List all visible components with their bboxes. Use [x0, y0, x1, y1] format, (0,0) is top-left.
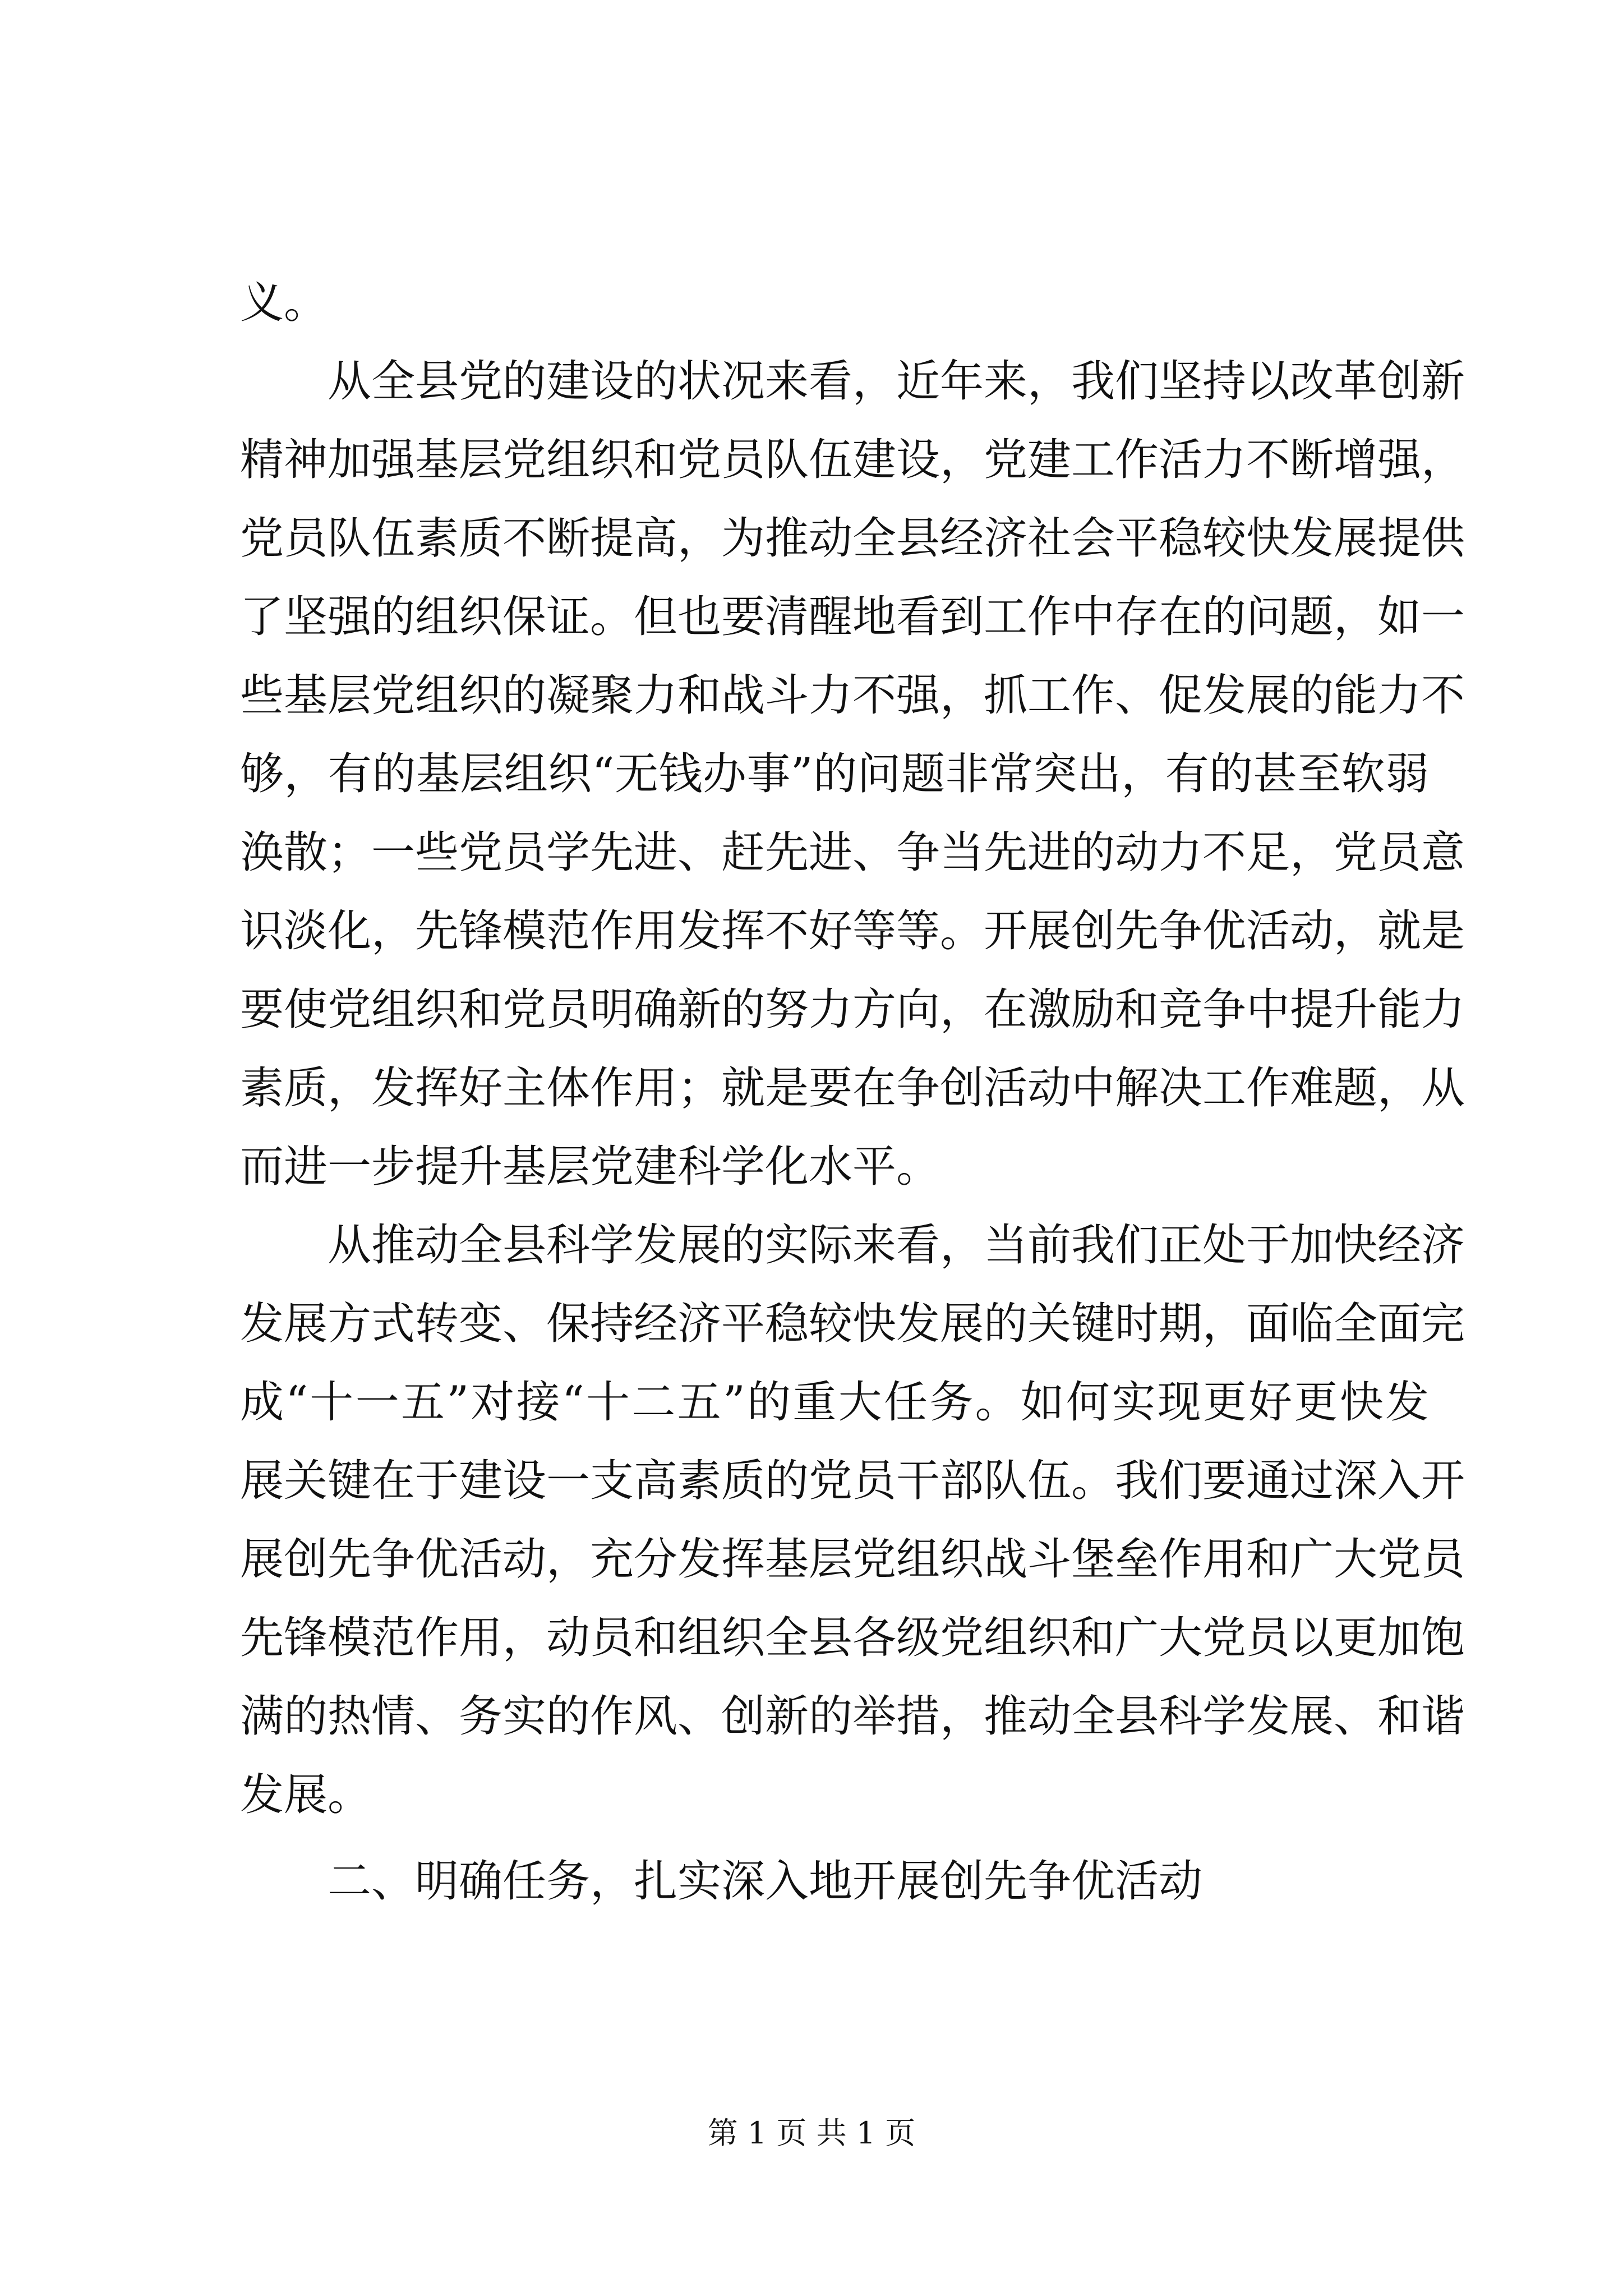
paragraph-scientific-development	[240, 1206, 1465, 1834]
page-footer: 第 1 页 共 1 页	[707, 2115, 916, 2151]
paragraph-party-building	[240, 342, 1465, 1206]
paragraph-continuation	[240, 264, 1429, 342]
text-line: 精神加强基层党组织和党员队伍建设，党建工作活力不断增强，	[240, 435, 1465, 485]
text-line: 党员队伍素质不断提高，为推动全县经济社会平稳较快发展提供	[240, 513, 1465, 564]
text-line: 展创先争优活动，充分发挥基层党组织战斗堡垒作用和广大党员	[240, 1534, 1465, 1585]
section-heading: 二、明确任务，扎实深入地开展创先争优活动	[328, 1856, 1203, 1907]
text-line: 发展方式转变、保持经济平稳较快发展的关键时期，面临全面完	[240, 1299, 1465, 1349]
text-line: 了坚强的组织保证。但也要清醒地看到工作中存在的问题，如一	[240, 592, 1465, 642]
text-line: 而进一步提升基层党建科学化水平。	[240, 1142, 940, 1192]
text-line: 从全县党的建设的状况来看，近年来，我们坚持以改革创新	[328, 356, 1465, 407]
text-line: 发展。	[240, 1770, 372, 1820]
text-line: 素质，发挥好主体作用；就是要在争创活动中解决工作难题，从	[240, 1063, 1465, 1114]
text-line: 展关键在于建设一支高素质的党员干部队伍。我们要通过深入开	[240, 1456, 1465, 1506]
text-line: 要使党组织和党员明确新的努力方向，在激励和竞争中提升能力	[240, 984, 1465, 1035]
text-line: 识淡化，先锋模范作用发挥不好等等。开展创先争优活动，就是	[240, 906, 1465, 956]
document-body	[240, 264, 1465, 1921]
text-line: 先锋模范作用，动员和组织全县各级党组织和广大党员以更加饱	[240, 1613, 1465, 1663]
text-line: 些基层党组织的凝聚力和战斗力不强，抓工作、促发展的能力不	[240, 670, 1465, 721]
text-line: 满的热情、务实的作风、创新的举措，推动全县科学发展、和谐	[240, 1691, 1465, 1742]
text-line: 成“十一五”对接“十二五”的重大任务。如何实现更好更快发	[240, 1377, 1429, 1428]
text-line: 涣散；一些党员学先进、赶先进、争当先进的动力不足，党员意	[240, 827, 1465, 878]
text-line: 从推动全县科学发展的实际来看，当前我们正处于加快经济	[328, 1220, 1465, 1271]
text-line: 够，有的基层组织“无钱办事”的问题非常突出，有的甚至软弱	[240, 749, 1429, 799]
text-line: 义。	[240, 278, 328, 328]
